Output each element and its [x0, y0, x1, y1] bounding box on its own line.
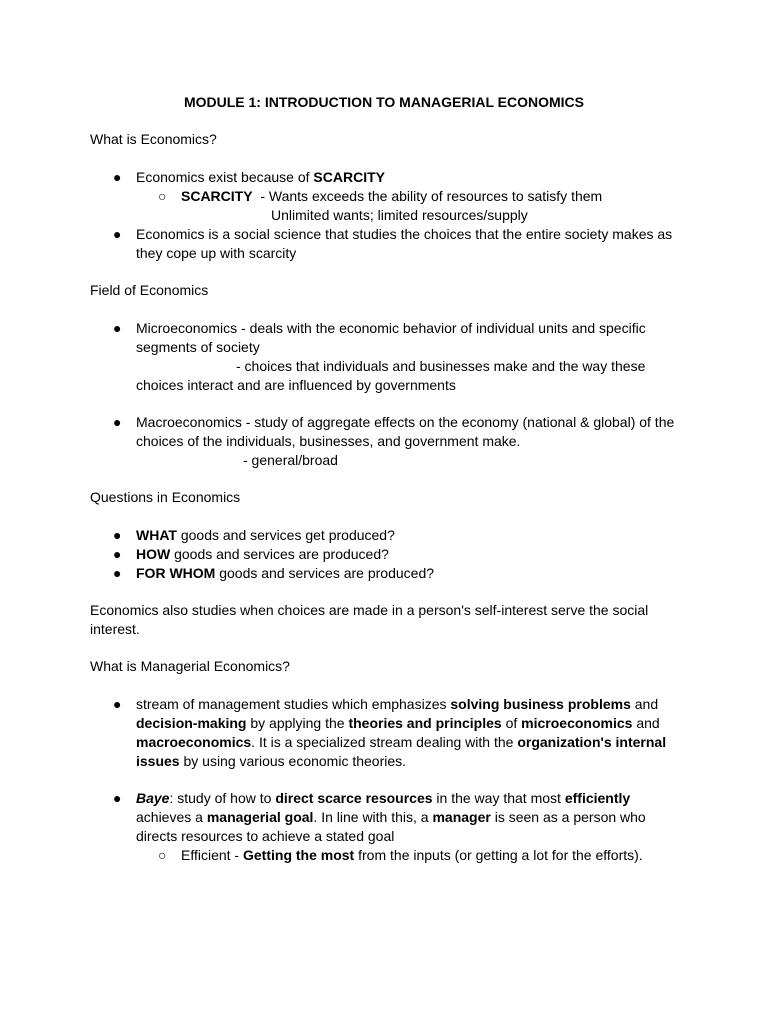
list-item-scarcity: Economics exist because of SCARCITY — [136, 169, 385, 185]
list-item-managerial-definition: stream of management studies which emphasizes solving business problems and decision-making by applying the theories and principles of microeconomics and macroeconomics. It is a specialized stream dealing with the organization's internal issues by using various economic theories. — [136, 696, 667, 769]
list-item-for-whom: FOR WHOM goods and services are produced? — [136, 565, 435, 581]
bullet-icon: ● — [113, 320, 122, 336]
sub-item-efficient: Efficient - Getting the most from the inputs (or getting a lot for the efforts). — [181, 847, 643, 863]
bullet-icon: ● — [113, 169, 122, 185]
bullet-icon: ● — [113, 226, 122, 242]
list-item-microeconomics: Microeconomics - deals with the economic behavior of individual units and specific segments of society - choices that individuals and businesses make and the way these choices interact and are influenced by governments — [136, 320, 646, 393]
bullet-icon: ● — [113, 527, 122, 543]
paragraph-self-interest: Economics also studies when choices are made in a person's self-interest serve the social interest. — [90, 602, 649, 637]
bullet-icon: ● — [113, 565, 122, 581]
sub-item-scarcity-continuation: Unlimited wants; limited resources/supply — [271, 207, 528, 223]
sub-item-scarcity-definition: SCARCITY - Wants exceeds the ability of resources to satisfy them — [181, 188, 603, 204]
heading-field-of-economics: Field of Economics — [90, 282, 209, 298]
list-item-baye-definition: Baye: study of how to direct scarce resources in the way that most efficiently achieves a managerial goal. In line with this, a manager is seen as a person who directs resources to achieve a stated goal — [136, 790, 646, 844]
list-item-how: HOW goods and services are produced? — [136, 546, 389, 562]
heading-what-is-managerial-economics: What is Managerial Economics? — [90, 658, 290, 674]
bullet-icon: ● — [113, 414, 122, 430]
heading-questions-in-economics: Questions in Economics — [90, 489, 241, 505]
sub-bullet-icon: ○ — [158, 188, 167, 204]
bullet-icon: ● — [113, 696, 122, 712]
bullet-icon: ● — [113, 790, 122, 806]
heading-what-is-economics: What is Economics? — [90, 131, 217, 147]
list-item-what: WHAT goods and services get produced? — [136, 527, 395, 543]
document-title: MODULE 1: INTRODUCTION TO MANAGERIAL ECONOMICS — [183, 94, 585, 110]
list-item-social-science: Economics is a social science that studies the choices that the entire society makes as they cope up with scarcity — [136, 226, 673, 261]
sub-bullet-icon: ○ — [158, 847, 167, 863]
bullet-icon: ● — [113, 546, 122, 562]
list-item-macroeconomics: Macroeconomics - study of aggregate effects on the economy (national & global) of the choices of the individuals, businesses, and government make. - general/broad — [136, 414, 675, 468]
